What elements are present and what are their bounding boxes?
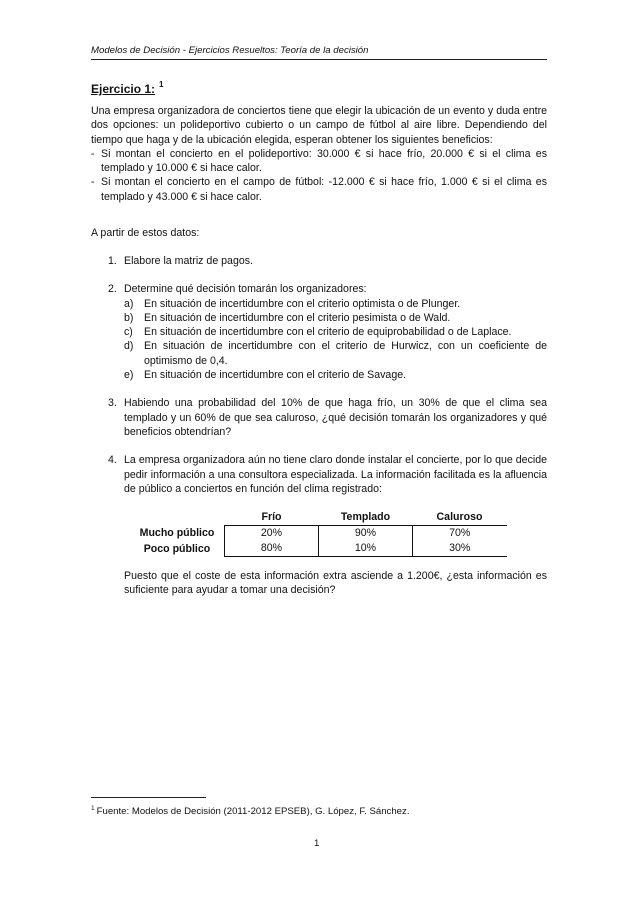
criteria-text: En situación de incertidumbre con el criterio optimista o de Plunger. (144, 297, 461, 310)
benefit-list (91, 147, 547, 204)
benefit-text: Si montan el concierto en el polideportivo: 30.000 € si hace frío, 20.000 € si el clima es templado y 10.000 € si hace calor. (101, 147, 547, 175)
criteria-item (124, 339, 547, 368)
task-item (108, 453, 547, 496)
table-corner-cell (130, 510, 225, 526)
table-cell: 10% (319, 541, 413, 557)
task-item (108, 396, 547, 439)
exercise-title-text: Ejercicio 1: (91, 82, 156, 96)
table-row (130, 526, 507, 542)
benefit-item (91, 175, 547, 204)
table-cell: 30% (413, 541, 507, 557)
criteria-letter: c) (124, 326, 133, 339)
intro-paragraph: Una empresa organizadora de conciertos tiene que elegir la ubicación de un evento y duda entre dos opciones: un polideportivo cubierto o un campo de fútbol al aire libre. Dependiendo del tiempo que haga y de la ubicación elegida, esperan obtener los siguientes beneficios: (91, 105, 547, 146)
lead-in-text: A partir de estos datos: (91, 227, 200, 239)
task-list (108, 254, 547, 510)
column-header: Caluroso (413, 510, 507, 526)
criteria-list (124, 297, 547, 383)
criteria-letter: d) (124, 340, 134, 353)
exercise-intro (91, 104, 547, 204)
column-header: Frío (225, 510, 319, 526)
criteria-text: En situación de incertidumbre con el criterio de equiprobabilidad o de Laplace. (144, 326, 512, 339)
benefit-item (91, 147, 547, 176)
criteria-text: En situación de incertidumbre con el criterio de Savage. (144, 369, 407, 382)
criteria-text: En situación de incertidumbre con el criterio de Hurwicz, con un coeficiente de optimismo de 0,4. (144, 340, 547, 367)
table-cell: 20% (225, 526, 319, 542)
table-cell: 70% (413, 526, 507, 542)
cost-question: Puesto que el coste de esta información extra asciende a 1.200€, ¿esta información es suficiente para ayudar a tomar una decisión? (124, 570, 547, 597)
criteria-item (124, 311, 547, 325)
task-number: 1. (108, 255, 117, 267)
row-label: Mucho público (130, 526, 225, 542)
column-header: Templado (319, 510, 413, 526)
task-text: Determine qué decisión tomarán los organizadores: (124, 283, 367, 296)
table-header-row (130, 510, 507, 526)
audience-table (130, 510, 507, 557)
table-row (130, 541, 507, 557)
row-label: Poco público (130, 541, 225, 557)
page-number: 1 (314, 838, 320, 849)
criteria-letter: a) (124, 297, 134, 310)
footnote (91, 802, 409, 819)
task-text: Habiendo una probabilidad del 10% de que haga frío, un 30% de que el clima sea templado y un 60% de que sea caluroso, ¿qué decisión tomarán los organizadores y qué beneficios obtendrían? (124, 397, 547, 438)
table-cell: 80% (225, 541, 319, 557)
page-header: Modelos de Decisión - Ejercicios Resueltos: Teoría de la decisión (91, 45, 547, 60)
task-text: La empresa organizadora aún no tiene claro donde instalar el concierte, por lo que decide pedir información a una consultora especializada. La información facilitada es la afluencia de público a conciertos en función del clima registrado: (124, 454, 547, 495)
footnote-text: Fuente: Modelos de Decisión (2011-2012 EPSEB), G. López, F. Sánchez. (96, 806, 410, 817)
criteria-letter: e) (124, 369, 134, 382)
table-cell: 90% (319, 526, 413, 542)
task-number: 2. (108, 283, 117, 296)
criteria-item (124, 368, 547, 382)
footnote-reference: 1 (159, 80, 164, 89)
task-item (108, 282, 547, 382)
task-number: 4. (108, 454, 117, 467)
footnote-divider (91, 797, 206, 798)
footnote-marker: 1 (91, 805, 95, 812)
criteria-item (124, 297, 547, 311)
bullet-dash: - (91, 176, 95, 189)
exercise-title (91, 78, 163, 96)
task-text: Elabore la matriz de pagos. (124, 255, 253, 267)
criteria-text: En situación de incertidumbre con el criterio pesimista o de Wald. (144, 311, 451, 324)
criteria-letter: b) (124, 311, 134, 324)
task-number: 3. (108, 397, 117, 410)
bullet-dash: - (91, 147, 95, 160)
task-item (108, 254, 547, 268)
benefit-text: Si montan el concierto en el campo de fútbol: -12.000 € si hace frío, 1.000 € si el clima es templado y 43.000 € si hace calor. (101, 176, 547, 203)
criteria-item (124, 325, 547, 339)
